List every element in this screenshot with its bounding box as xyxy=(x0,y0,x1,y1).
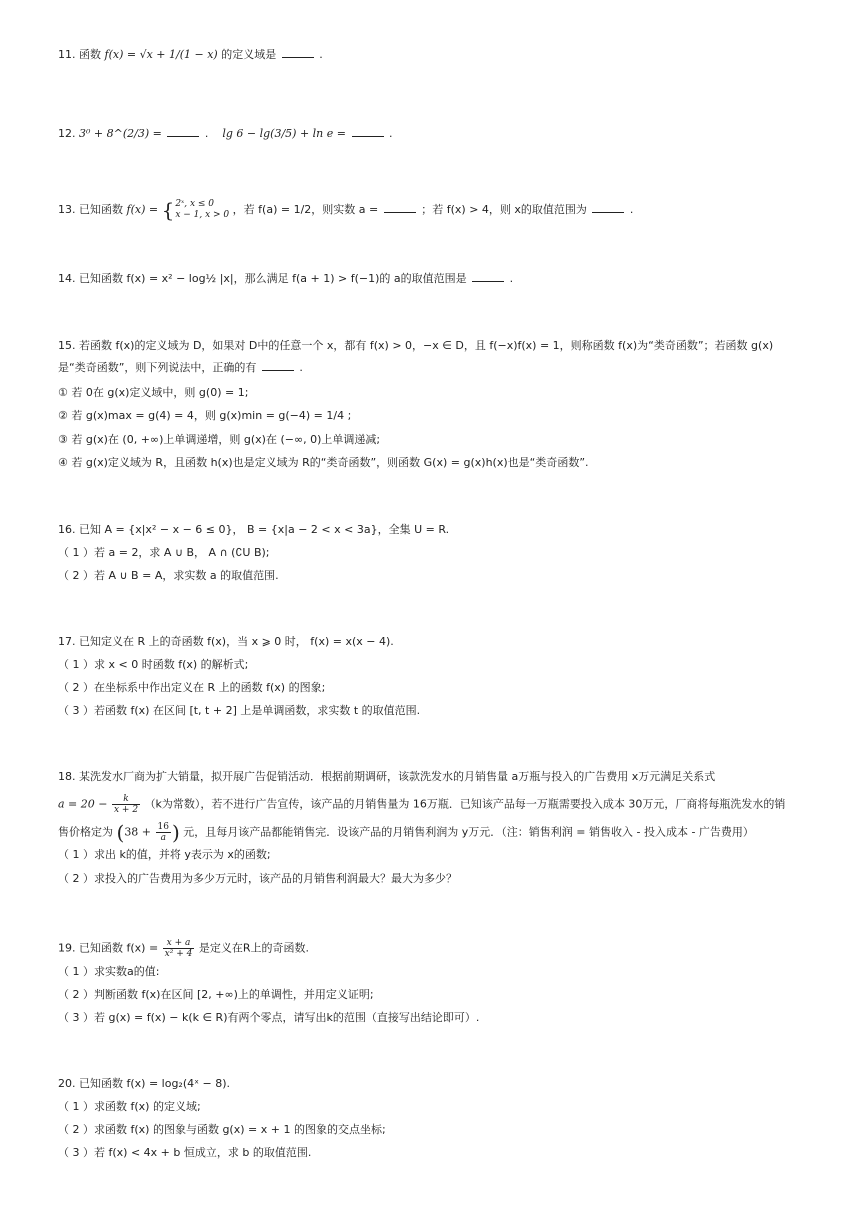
q13-brace: { xyxy=(161,198,175,222)
q19-part-3: （ 3 ）若 g(x) = f(x) − k(k ∈ R)有两个零点，请写出k的范围（直接写出结论即可）. xyxy=(58,1011,480,1024)
q12-answer-blank-1[interactable] xyxy=(167,126,199,137)
q18-line2-b: （k为常数），若不进行广告宣传，该产品的月销售量为 16万瓶．已知该产品每一万瓶需要投入成本 30万元，厂商将每瓶洗发水的销 xyxy=(144,797,786,811)
question-16-line-1: 16. 已知 A = {x|x² − x − 6 ≤ 0}， B = {x|a − 2 < x < 3a}，全集 U = R. xyxy=(58,523,450,536)
question-17-line-1: 17. 已知定义在 R 上的奇函数 f(x)，当 x ⩾ 0 时， f(x) = x(x − 4). xyxy=(58,635,394,648)
q11-formula: f(x) = √x + 1/(1 − x) xyxy=(104,48,218,61)
q19-line1-b: 是定义在R上的奇函数. xyxy=(198,941,309,955)
q13-cond1: ，若 f(a) = 1/2，则实数 a = xyxy=(232,203,379,216)
question-18-line-1: 18. 某洗发水厂商为扩大销量，拟开展广告促销活动．根据前期调研，该款洗发水的月销售量 a万瓶与投入的广告费用 x万元满足关系式 xyxy=(58,770,716,783)
question-18-line-2 xyxy=(58,794,817,815)
question-15-line-2 xyxy=(58,360,817,376)
q11-suffix: 的定义域是 xyxy=(221,48,277,61)
q20-part-2: （ 2 ）求函数 f(x) 的图象与函数 g(x) = x + 1 的图象的交点坐标; xyxy=(58,1123,386,1136)
q12-answer-blank-2[interactable] xyxy=(352,126,384,137)
q11-prefix: 11. 函数 xyxy=(58,48,101,61)
q13-end: . xyxy=(629,203,634,216)
question-15-line-1: 15. 若函数 f(x)的定义域为 D，如果对 D中的任意一个 x，都有 f(x) > 0，−x ∈ D，且 f(−x)f(x) = 1，则称函数 f(x)为“类奇函数”；若函数 g(x) xyxy=(58,339,774,352)
q19-part-1: （ 1 ）求实数a的值: xyxy=(58,965,160,978)
q13-cases xyxy=(175,199,229,221)
q12-part2: lg 6 − lg(3/5) + ln e = xyxy=(222,127,346,140)
q12-sep: . xyxy=(204,127,209,140)
q18-line3-b: 元，且每月该产品都能销售完．设该产品的月销售利润为 y万元．（注：销售利润 = 销售收入 - 投入成本 - 广告费用） xyxy=(183,825,754,839)
q16-part-2: （ 2 ）若 A ∪ B = A，求实数 a 的取值范围. xyxy=(58,569,279,582)
question-11 xyxy=(58,47,817,63)
q14-answer-blank[interactable] xyxy=(472,271,504,282)
q11-answer-blank[interactable] xyxy=(282,47,314,58)
q17-part-1: （ 1 ）求 x < 0 时函数 f(x) 的解析式; xyxy=(58,658,249,671)
question-14 xyxy=(58,271,817,287)
q14-text: 14. 已知函数 f(x) = x² − log½ |x|，那么满足 f(a + 1) > f(−1)的 a的取值范围是 xyxy=(58,272,467,285)
q12-part1: 3⁰ + 8^(2/3) = xyxy=(79,127,162,140)
q18-fraction-16a xyxy=(156,822,171,843)
q18-line3-in: 38 + xyxy=(124,825,152,839)
q15-option-2 xyxy=(58,408,817,424)
question-18-line-3 xyxy=(58,820,817,845)
question-19-line-1 xyxy=(58,938,817,959)
q19-line1-a: 19. 已知函数 f(x) = xyxy=(58,941,159,955)
q17-part-2: （ 2 ）在坐标系中作出定义在 R 上的函数 f(x) 的图象; xyxy=(58,681,326,694)
q15-answer-blank[interactable] xyxy=(262,360,294,371)
q15-line2-end: . xyxy=(299,361,303,374)
q18-frac2-den: a xyxy=(160,833,166,843)
q15-option-1: ① 若 0在 g(x)定义域中，则 g(0) = 1; xyxy=(58,386,249,399)
q13-case2: x − 1, x > 0 xyxy=(175,210,230,220)
q13-answer-blank-1[interactable] xyxy=(384,202,416,213)
q13-case1: 2ˣ, x ≤ 0 xyxy=(175,199,215,209)
q15-opt2-c: ; xyxy=(347,409,352,422)
question-20-line-1: 20. 已知函数 f(x) = log₂(4ˣ − 8). xyxy=(58,1077,231,1090)
q19-fraction xyxy=(163,938,195,959)
q18-part-2: （ 2 ）求投入的广告费用为多少万元时，该产品的月销售利润最大？最大为多少？ xyxy=(58,872,457,885)
q18-fraction-k xyxy=(112,794,140,815)
q18-paren-close: ) xyxy=(171,820,180,845)
q13-mid: ；若 f(x) > 4，则 x的取值范围为 xyxy=(421,203,587,216)
q15-opt2-b: 1/4 xyxy=(326,409,345,422)
q18-part-1: （ 1 ）求出 k的值，并将 y表示为 x的函数; xyxy=(58,848,271,861)
q15-option-4: ④ 若 g(x)定义域为 R，且函数 h(x)也是定义域为 R的“类奇函数”，则函数 G(x) = g(x)h(x)也是“类奇函数”. xyxy=(58,456,589,469)
q19-frac-den: x² + 4 xyxy=(164,949,193,959)
q18-line2-a: a = 20 − xyxy=(58,797,108,811)
q18-line3-a: 售价格定为 xyxy=(58,825,113,839)
q20-part-3: （ 3 ）若 f(x) < 4x + b 恒成立，求 b 的取值范围. xyxy=(58,1146,312,1159)
q13-prefix: 13. 已知函数 xyxy=(58,203,123,216)
q17-part-3: （ 3 ）若函数 f(x) 在区间 [t, t + 2] 上是单调函数，求实数 t 的取值范围. xyxy=(58,704,421,717)
q18-frac2-num: 16 xyxy=(157,822,169,832)
q15-opt2-a: ② 若 g(x)max = g(4) = 4，则 g(x)min = g(−4) = xyxy=(58,409,323,422)
q16-part-1: （ 1 ）若 a = 2，求 A ∪ B， A ∩ (∁U B); xyxy=(58,546,270,559)
q12-prefix: 12. xyxy=(58,127,76,140)
q18-frac-num: k xyxy=(112,794,140,805)
q14-end: . xyxy=(509,272,514,285)
question-13 xyxy=(58,198,817,222)
q19-frac-num: x + a xyxy=(163,938,195,949)
question-12 xyxy=(58,126,817,142)
q20-part-1: （ 1 ）求函数 f(x) 的定义域; xyxy=(58,1100,201,1113)
q11-end: . xyxy=(319,48,323,61)
q15-option-3: ③ 若 g(x)在 (0, +∞)上单调递增，则 g(x)在 (−∞, 0)上单调递减; xyxy=(58,433,381,446)
q18-paren-open: ( xyxy=(116,820,125,845)
q19-part-2: （ 2 ）判断函数 f(x)在区间 [2, +∞)上的单调性，并用定义证明; xyxy=(58,988,374,1001)
q12-end: . xyxy=(389,127,393,140)
q13-answer-blank-2[interactable] xyxy=(592,202,624,213)
q15-line2-text: 是“类奇函数”，则下列说法中，正确的有 xyxy=(58,361,257,374)
q18-frac-den: x + 2 xyxy=(113,805,139,815)
q13-func: f(x) = xyxy=(126,203,159,216)
